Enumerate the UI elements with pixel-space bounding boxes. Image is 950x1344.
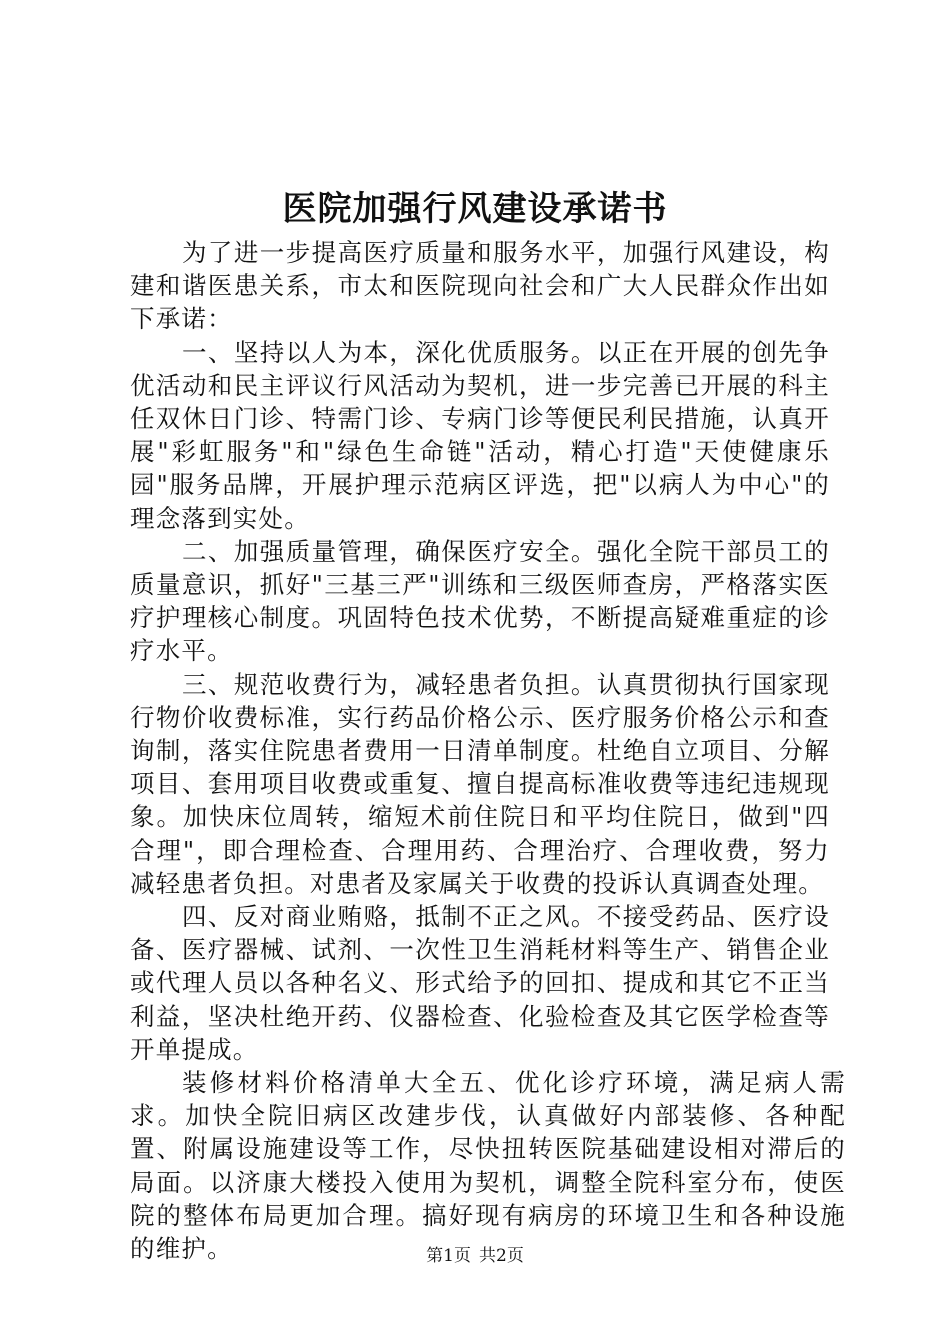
page-number: 第1页 — [426, 1246, 471, 1266]
paragraph-intro: 为了进一步提高医疗质量和服务水平，加强行风建设，构建和谐医患关系，市太和医院现向社会和广大人民群众作出如下承诺： — [130, 238, 830, 334]
document-title: 医院加强行风建设承诺书 — [282, 189, 668, 229]
paragraph-item-4: 四、反对商业贿赂，抵制不正之风。不接受药品、医疗设备、医疗器械、试剂、一次性卫生消耗材料等生产、销售企业或代理人员以各种名义、形式给予的回扣、提成和其它不正当利益，坚决杜绝开药、仪器检查、化验检查及其它医学检查等开单提成。 — [130, 902, 830, 1064]
paragraph-item-3: 三、规范收费行为，减轻患者负担。认真贯彻执行国家现行物价收费标准，实行药品价格公示、医疗服务价格公示和查询制，落实住院患者费用一日清单制度。杜绝自立项目、分解项目、套用项目收费或重复、擅自提高标准收费等违纪违规现象。加快床位周转，缩短术前住院日和平均住院日，做到"四合理"，即合理检查、合理用药、合理治疗、合理收费，努力减轻患者负担。对患者及家属关于收费的投诉认真调查处理。 — [130, 669, 830, 898]
paragraph-item-5: 装修材料价格清单大全五、优化诊疗环境，满足病人需求。加快全院旧病区改建步伐，认真做好内部装修、各种配置、附属设施建设等工作，尽快扭转医院基础建设相对滞后的局面。以济康大楼投入使用为契机，调整全院科室分布，使医院的整体布局更加合理。搞好现有病房的环境卫生和各种设施的维护。 — [130, 1068, 846, 1264]
paragraph-item-2: 二、加强质量管理，确保医疗安全。强化全院干部员工的质量意识，抓好"三基三严"训练和三级医师查房，严格落实医疗护理核心制度。巩固特色技术优势，不断提高疑难重症的诊疗水平。 — [130, 536, 830, 666]
page-footer — [0, 1244, 950, 1268]
paragraph-item-1: 一、坚持以人为本，深化优质服务。以正在开展的创先争优活动和民主评议行风活动为契机，进一步完善已开展的科主任双休日门诊、特需门诊、专病门诊等便民利民措施，认真开展"彩虹服务"和"绿色生命链"活动，精心打造"天使健康乐园"服务品牌，开展护理示范病区评选，把"以病人为中心"的理念落到实处。 — [130, 337, 830, 533]
document-body — [130, 236, 846, 1265]
page-total: 共2页 — [479, 1246, 524, 1266]
